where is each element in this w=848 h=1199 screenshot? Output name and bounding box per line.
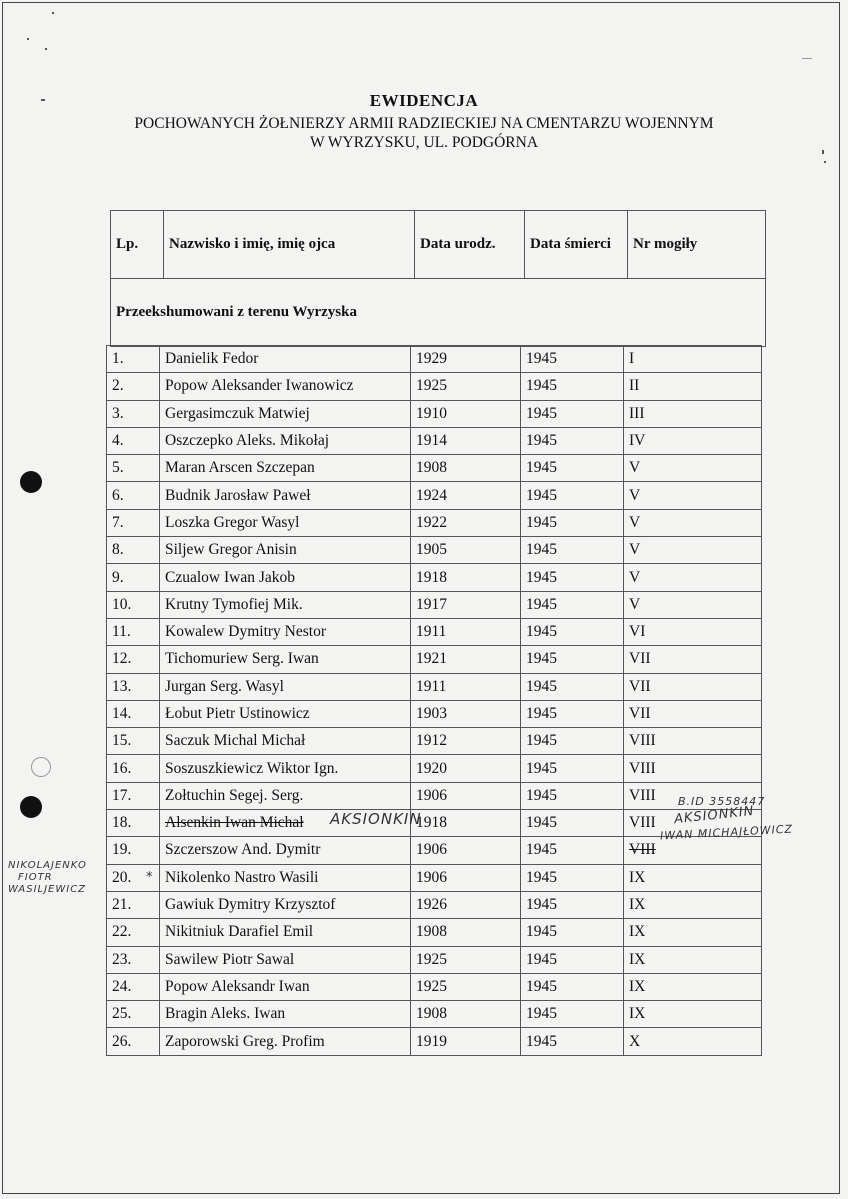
row-lp: 18. — [107, 810, 160, 837]
table-row — [107, 482, 762, 509]
row-death-year: 1945 — [521, 919, 624, 946]
row-grave-number: X — [624, 1028, 762, 1055]
row-birth-year: 1914 — [411, 427, 521, 454]
punch-hole — [20, 796, 42, 818]
row-birth-year: 1918 — [411, 810, 521, 837]
row-lp: 7. — [107, 509, 160, 536]
table-row — [107, 782, 762, 809]
header-death-date: Data śmierci — [525, 211, 628, 279]
row-grave-number: VIII — [624, 782, 762, 809]
row-birth-year: 1922 — [411, 509, 521, 536]
row-birth-year: 1926 — [411, 891, 521, 918]
row-name: Siljew Gregor Anisin — [160, 537, 411, 564]
table-row — [107, 700, 762, 727]
row-death-year: 1945 — [521, 646, 624, 673]
row-lp: 21. — [107, 891, 160, 918]
row-birth-year: 1924 — [411, 482, 521, 509]
row-lp: 24. — [107, 973, 160, 1000]
table-row — [107, 1001, 762, 1028]
header-birth-date: Data urodz. — [415, 211, 525, 279]
row-death-year: 1945 — [521, 810, 624, 837]
handwritten-note-id: B.ID 3558447 — [678, 795, 766, 808]
row-grave-number: VII — [624, 646, 762, 673]
row-lp: 20. — [107, 864, 160, 891]
row-grave-number: VII — [624, 700, 762, 727]
row-birth-year: 1920 — [411, 755, 521, 782]
records-table-header — [110, 210, 766, 347]
scan-speck — [52, 12, 54, 14]
row-grave-number: I — [624, 346, 762, 373]
row-death-year: 1945 — [521, 782, 624, 809]
row-lp: 17. — [107, 782, 160, 809]
row-grave-number: IX — [624, 946, 762, 973]
row-grave-number: VI — [624, 618, 762, 645]
row-lp: 10. — [107, 591, 160, 618]
row-grave-number: IX — [624, 973, 762, 1000]
row-lp: 13. — [107, 673, 160, 700]
row-birth-year: 1910 — [411, 400, 521, 427]
row-birth-year: 1918 — [411, 564, 521, 591]
row-grave-number: V — [624, 509, 762, 536]
row-grave-number: IV — [624, 427, 762, 454]
row-death-year: 1945 — [521, 509, 624, 536]
row-death-year: 1945 — [521, 728, 624, 755]
row-name: Zołtuchin Segej. Serg. — [160, 782, 411, 809]
row-name: Szczerszow And. Dymitr — [160, 837, 411, 864]
row-name: Danielik Fedor — [160, 346, 411, 373]
scan-speck — [45, 48, 47, 50]
row-death-year: 1945 — [521, 346, 624, 373]
row-lp: 12. — [107, 646, 160, 673]
row-name: Zaporowski Greg. Profim — [160, 1028, 411, 1055]
row-death-year: 1945 — [521, 591, 624, 618]
row-grave-number: IX — [624, 1001, 762, 1028]
row-death-year: 1945 — [521, 564, 624, 591]
row-death-year: 1945 — [521, 864, 624, 891]
row-name: Maran Arscen Szczepan — [160, 455, 411, 482]
row-grave-number: VIII — [624, 755, 762, 782]
scan-speck — [802, 58, 812, 59]
table-row — [107, 673, 762, 700]
handwritten-note-fullname: IWAN MICHAJŁOWICZ — [659, 822, 794, 843]
struck-grave-number: VIII — [629, 841, 656, 859]
document-subtitle-line1: POCHOWANYCH ŻOŁNIERZY ARMII RADZIECKIEJ NA CMENTARZU WOJENNYM — [134, 115, 714, 132]
row-death-year: 1945 — [521, 373, 624, 400]
row-birth-year: 1908 — [411, 919, 521, 946]
row-death-year: 1945 — [521, 700, 624, 727]
row-lp: 3. — [107, 400, 160, 427]
row-name: Sawilew Piotr Sawal — [160, 946, 411, 973]
row-name: Gawiuk Dymitry Krzysztof — [160, 891, 411, 918]
row-birth-year: 1908 — [411, 1001, 521, 1028]
row-lp: 9. — [107, 564, 160, 591]
row-name: Popow Aleksandr Iwan — [160, 973, 411, 1000]
row-name: Gergasimczuk Matwiej — [160, 400, 411, 427]
header-grave-number: Nr mogiły — [628, 211, 766, 279]
row-lp: 4. — [107, 427, 160, 454]
row-grave-number: IX — [624, 891, 762, 918]
row-birth-year: 1925 — [411, 946, 521, 973]
row-name: Nikitniuk Darafiel Emil — [160, 919, 411, 946]
row-birth-year: 1911 — [411, 673, 521, 700]
table-row — [107, 346, 762, 373]
row-name: Bragin Aleks. Iwan — [160, 1001, 411, 1028]
table-row — [107, 564, 762, 591]
table-row — [107, 755, 762, 782]
row-lp: 8. — [107, 537, 160, 564]
records-table — [106, 345, 762, 1056]
table-row — [107, 455, 762, 482]
row-death-year: 1945 — [521, 973, 624, 1000]
row-name: Tichomuriew Serg. Iwan — [160, 646, 411, 673]
row-grave-number: VIII — [624, 728, 762, 755]
row-death-year: 1945 — [521, 482, 624, 509]
row-birth-year: 1903 — [411, 700, 521, 727]
row-name: Czualow Iwan Jakob — [160, 564, 411, 591]
section-label: Przeekshumowani z terenu Wyrzyska — [111, 279, 766, 347]
row-lp: 25. — [107, 1001, 160, 1028]
row-birth-year: 1925 — [411, 973, 521, 1000]
handwritten-marker-row20: * — [146, 870, 154, 885]
row-lp: 2. — [107, 373, 160, 400]
punch-hole — [20, 471, 42, 493]
row-name: Loszka Gregor Wasyl — [160, 509, 411, 536]
table-row — [107, 728, 762, 755]
row-name: Oszczepko Aleks. Mikołaj — [160, 427, 411, 454]
row-death-year: 1945 — [521, 427, 624, 454]
row-lp: 14. — [107, 700, 160, 727]
row-name: Soszuszkiewicz Wiktor Ign. — [160, 755, 411, 782]
row-birth-year: 1911 — [411, 618, 521, 645]
row-grave-number: II — [624, 373, 762, 400]
row-grave-number — [624, 837, 762, 864]
row-birth-year: 1925 — [411, 373, 521, 400]
row-death-year: 1945 — [521, 455, 624, 482]
punch-hole-ghost — [31, 757, 51, 777]
struck-name: Alsenkin Iwan Michał — [165, 814, 304, 832]
handwritten-note-surname: AKSIONKIN — [673, 803, 756, 828]
row-death-year: 1945 — [521, 618, 624, 645]
header-row — [111, 211, 766, 279]
table-row — [107, 618, 762, 645]
row-birth-year: 1905 — [411, 537, 521, 564]
table-row — [107, 891, 762, 918]
scan-speck — [824, 161, 826, 163]
table-row — [107, 646, 762, 673]
row-death-year: 1945 — [521, 837, 624, 864]
row-grave-number: V — [624, 482, 762, 509]
row-lp: 16. — [107, 755, 160, 782]
header-name: Nazwisko i imię, imię ojca — [164, 211, 415, 279]
row-name: Łobut Pietr Ustinowicz — [160, 700, 411, 727]
table-row — [107, 509, 762, 536]
row-death-year: 1945 — [521, 755, 624, 782]
row-name: Nikolenko Nastro Wasili — [160, 864, 411, 891]
row-grave-number: VIII — [624, 810, 762, 837]
row-lp: 1. — [107, 346, 160, 373]
row-death-year: 1945 — [521, 1001, 624, 1028]
row-grave-number: IX — [624, 864, 762, 891]
table-row — [107, 537, 762, 564]
table-row — [107, 591, 762, 618]
row-birth-year: 1906 — [411, 864, 521, 891]
row-death-year: 1945 — [521, 946, 624, 973]
row-lp: 19. — [107, 837, 160, 864]
row-birth-year: 1906 — [411, 837, 521, 864]
row-death-year: 1945 — [521, 673, 624, 700]
row-death-year: 1945 — [521, 537, 624, 564]
row-grave-number: V — [624, 537, 762, 564]
scan-speck — [27, 38, 29, 40]
row-birth-year: 1906 — [411, 782, 521, 809]
handwritten-note-row20: NIKOLAJENKO FIOTR WASILJEWICZ — [8, 860, 87, 895]
row-lp: 5. — [107, 455, 160, 482]
row-name: Popow Aleksander Iwanowicz — [160, 373, 411, 400]
row-birth-year: 1929 — [411, 346, 521, 373]
row-birth-year: 1917 — [411, 591, 521, 618]
table-row — [107, 427, 762, 454]
row-grave-number: V — [624, 455, 762, 482]
row-birth-year: 1912 — [411, 728, 521, 755]
table-row — [107, 946, 762, 973]
table-row — [107, 973, 762, 1000]
table-row — [107, 864, 762, 891]
row-death-year: 1945 — [521, 1028, 624, 1055]
row-name: Kowalew Dymitry Nestor — [160, 618, 411, 645]
table-row — [107, 400, 762, 427]
document-title: EWIDENCJA — [369, 91, 479, 110]
row-lp: 15. — [107, 728, 160, 755]
row-death-year: 1945 — [521, 891, 624, 918]
row-name: Saczuk Michal Michał — [160, 728, 411, 755]
row-grave-number: V — [624, 591, 762, 618]
row-name: Jurgan Serg. Wasyl — [160, 673, 411, 700]
row-name: Krutny Tymofiej Mik. — [160, 591, 411, 618]
row-lp: 11. — [107, 618, 160, 645]
document-subtitle-line2: W WYRZYSKU, UL. PODGÓRNA — [309, 134, 539, 151]
handwritten-correction-row18: AKSIONKIN — [330, 810, 422, 828]
row-grave-number: VII — [624, 673, 762, 700]
row-birth-year: 1921 — [411, 646, 521, 673]
row-birth-year: 1908 — [411, 455, 521, 482]
row-lp: 22. — [107, 919, 160, 946]
row-grave-number: V — [624, 564, 762, 591]
row-grave-number: III — [624, 400, 762, 427]
table-row — [107, 919, 762, 946]
row-lp: 6. — [107, 482, 160, 509]
row-grave-number: IX — [624, 919, 762, 946]
section-row — [111, 279, 766, 347]
table-row — [107, 373, 762, 400]
table-row — [107, 1028, 762, 1055]
row-lp: 23. — [107, 946, 160, 973]
header-lp: Lp. — [111, 211, 164, 279]
row-lp: 26. — [107, 1028, 160, 1055]
row-birth-year: 1919 — [411, 1028, 521, 1055]
row-name: Budnik Jarosław Paweł — [160, 482, 411, 509]
row-death-year: 1945 — [521, 400, 624, 427]
